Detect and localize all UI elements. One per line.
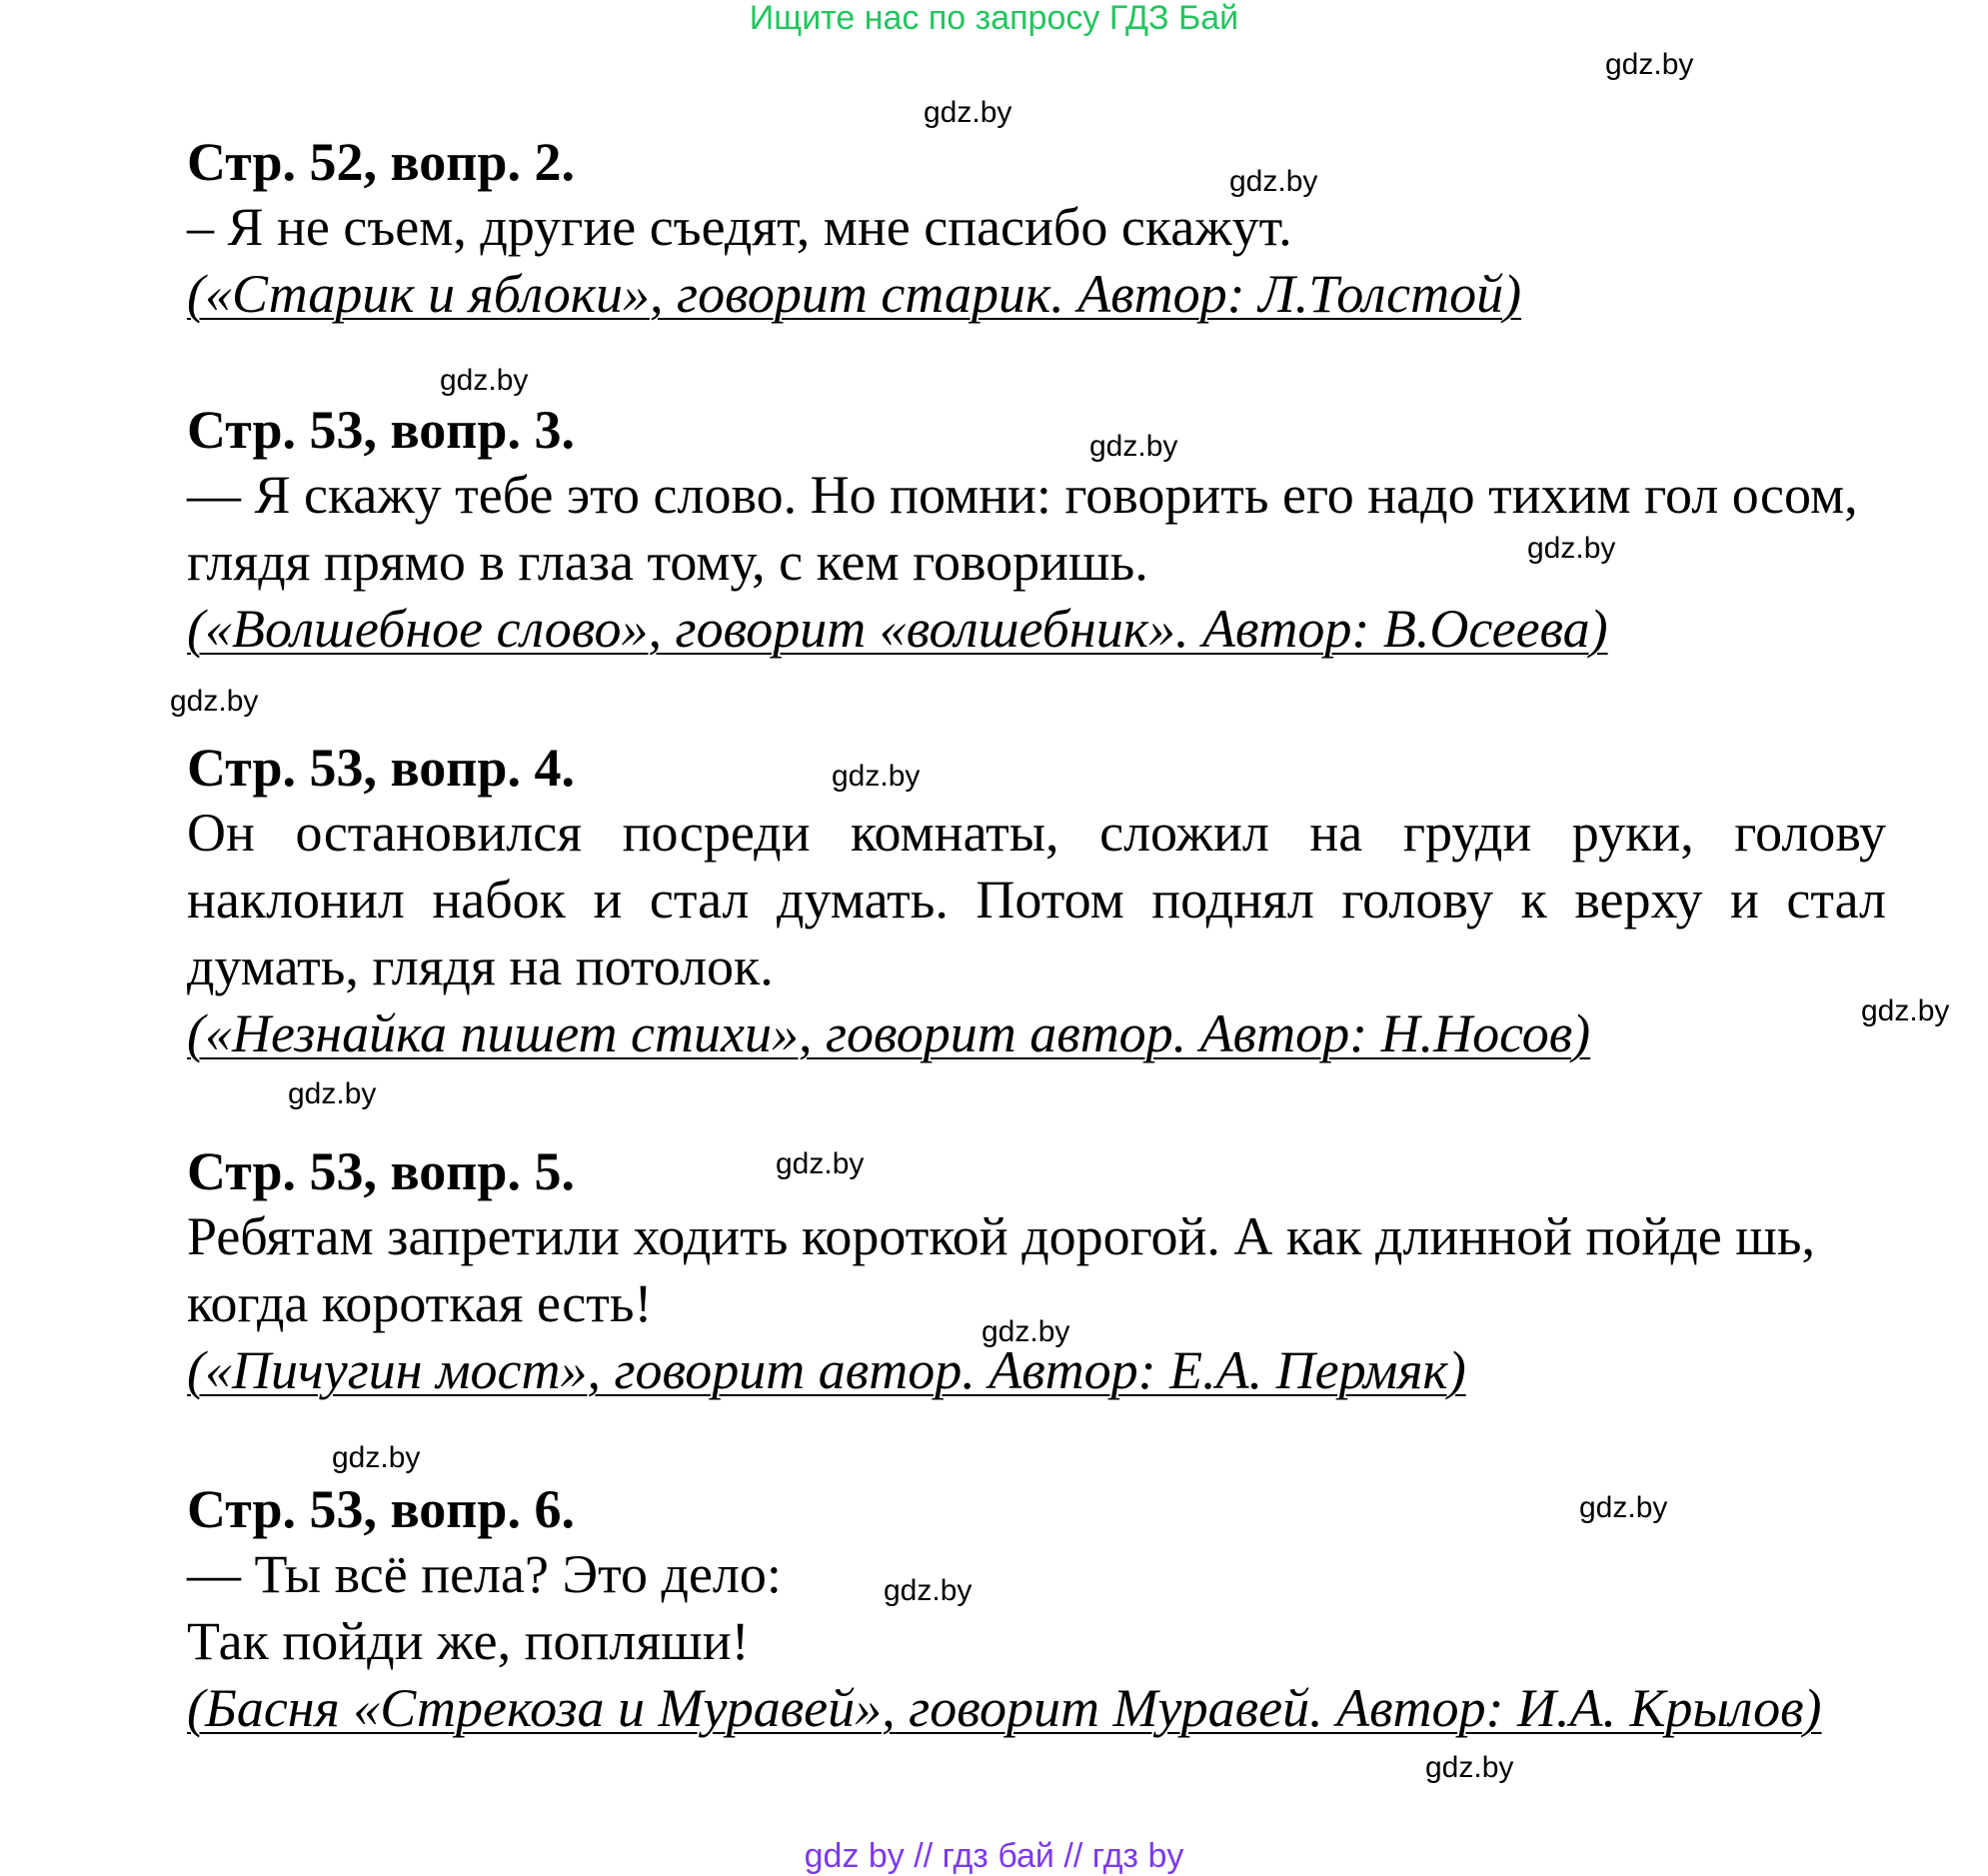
quote-text-line: — Ты всё пела? Это дело: [187,1544,782,1604]
quote-text-line: Так пойди же, попляши! [187,1611,750,1671]
quote-source: («Незнайка пишет стихи», говорит автор. Автор: Н.Носов) [187,1003,1591,1063]
watermark: gdz.by [288,1077,377,1110]
quote-source: («Старик и яблоки», говорит старик. Автор: Л.Толстой) [187,264,1522,324]
watermark: gdz.by [776,1147,865,1180]
watermark: gdz.by [1229,165,1318,198]
watermark: gdz.by [832,760,921,793]
question-title: Стр. 53, вопр. 3. [187,400,575,460]
quote-source: («Пичугин мост», говорит автор. Автор: Е.А. Пермяк) [187,1340,1466,1400]
quote-source: («Волшебное слово», говорит «волшебник». Автор: В.Осеева) [187,599,1608,659]
watermark: gdz.by [440,364,529,397]
question-title: Стр. 53, вопр. 6. [187,1479,575,1539]
quote-text: Он остановился посреди комнаты, сложил на груди руки, голову наклонил набок и стал думать. Потом поднял голову к верху и стал думать, глядя на потолок. [187,803,1886,996]
search-banner: Ищите нас по запросу ГДЗ Бай [749,0,1239,37]
quote-source: (Басня «Стрекоза и Муравей», говорит Муравей. Автор: И.А. Крылов) [187,1678,1822,1738]
watermark: gdz.by [1527,532,1616,565]
footer-links: gdz by // гдз бай // гдз by [804,1837,1184,1875]
answer-section [187,130,1886,327]
answer-section [187,1139,1886,1403]
watermark: gdz.by [924,96,1012,129]
answer-section [187,736,1886,1066]
question-title: Стр. 53, вопр. 4. [187,738,575,798]
watermark: gdz.by [884,1574,973,1607]
watermark: gdz.by [170,685,259,718]
watermark: gdz.by [1579,1491,1668,1524]
watermark: gdz.by [1425,1751,1514,1784]
question-title: Стр. 52, вопр. 2. [187,132,575,192]
watermark: gdz.by [1605,48,1694,81]
answer-section [187,398,1886,662]
question-title: Стр. 53, вопр. 5. [187,1141,575,1201]
watermark: gdz.by [1861,994,1950,1027]
watermark: gdz.by [332,1441,421,1474]
quote-text: — Я скажу тебе это слово. Но помни: говорить его надо тихим гол осом, глядя прямо в глаза тому, с кем говоришь. [187,465,1858,592]
watermark: gdz.by [1089,430,1178,463]
watermark: gdz.by [982,1315,1070,1348]
quote-text: Ребятам запретили ходить короткой дорогой. А как длинной пойде шь, когда короткая есть! [187,1206,1815,1333]
answer-section [187,1477,1886,1741]
quote-text: – Я не съем, другие съедят, мне спасибо скажут. [187,197,1292,257]
